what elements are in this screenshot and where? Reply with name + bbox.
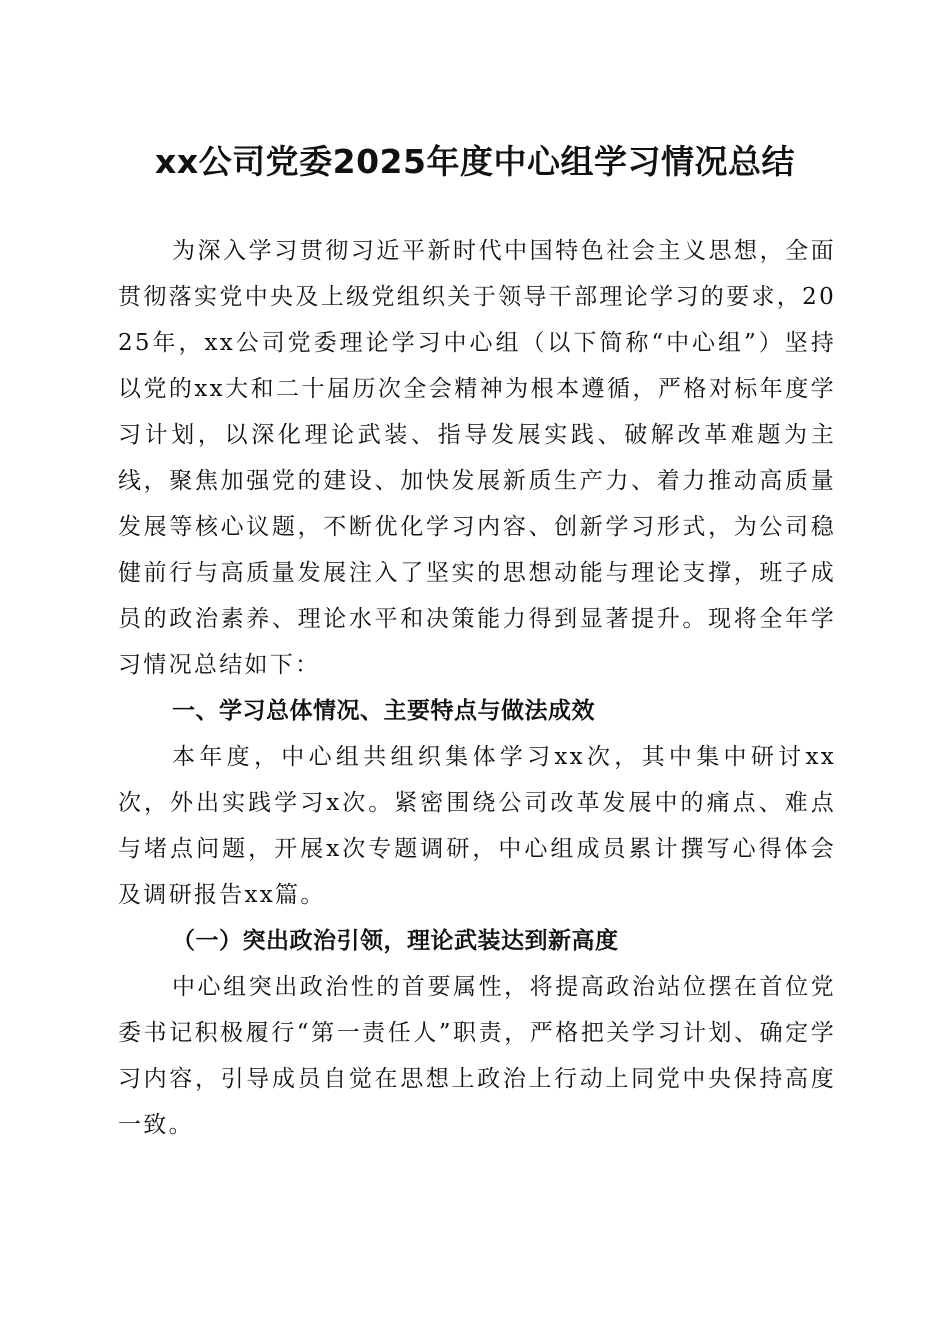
section-heading-1: 一、学习总体情况、主要特点与做法成效	[172, 698, 595, 724]
document-body	[118, 228, 836, 1148]
political-guidance-paragraph: 中心组突出政治性的首要属性，将提高政治站位摆在首位党委书记积极履行“第一责任人”职责，严格把关学习计划、确定学习内容，引导成员自觉在思想上政治上行动上同党中央保持高度一致。	[118, 974, 836, 1138]
document-title: xx公司党委2025年度中心组学习情况总结	[155, 142, 795, 181]
overview-paragraph: 本年度，中心组共组织集体学习xx次，其中集中研讨xx次，外出实践学习x次。紧密围绕公司改革发展中的痛点、难点与堵点问题，开展x次专题调研，中心组成员累计撰写心得体会及调研报告xx篇。	[118, 744, 836, 908]
subsection-heading-1: （一）突出政治引领，理论武装达到新高度	[172, 927, 619, 954]
intro-paragraph: 为深入学习贯彻习近平新时代中国特色社会主义思想，全面贯彻落实党中央及上级党组织关于领导干部理论学习的要求，2025年，xx公司党委理论学习中心组（以下简称“中心组”）坚持以党的xx大和二十届历次全会精神为根本遵循，严格对标年度学习计划，以深化理论武装、指导发展实践、破解改革难题为主线，聚焦加强党的建设、加快发展新质生产力、着力推动高质量发展等核心议题，不断优化学习内容、创新学习形式，为公司稳健前行与高质量发展注入了坚实的思想动能与理论支撑，班子成员的政治素养、理论水平和决策能力得到显著提升。现将全年学习情况总结如下：	[118, 238, 836, 678]
